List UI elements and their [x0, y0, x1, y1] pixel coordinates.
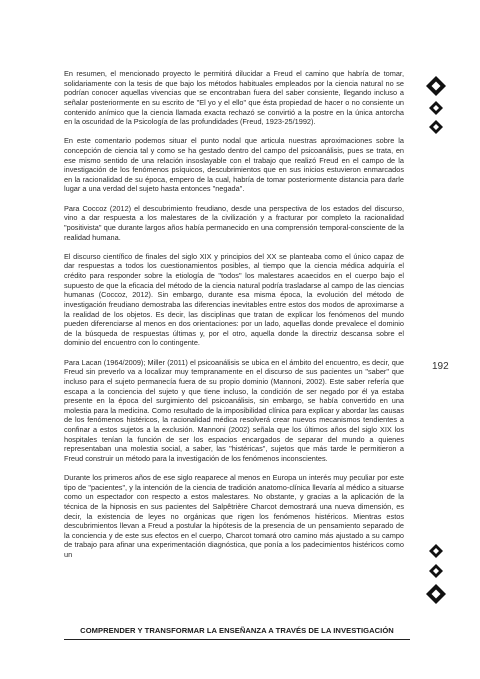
- page-number: 192: [432, 361, 449, 372]
- footer-divider: [64, 639, 410, 640]
- diamond-ornament-icon: [429, 101, 443, 115]
- paragraph-3: Para Coccoz (2012) el descubrimiento freudiano, desde una perspectiva de los estados del discurso, vino a dar respuesta a los malestares de la civilización y a fracturar por completo la racionalidad "positivista" que durante largos años había permanecido en una comprensión temporal-consciente de la realidad humana.: [64, 203, 404, 242]
- diamond-ornament-icon: [426, 584, 446, 604]
- paragraph-5: Para Lacan (1964/2009); Miller (2011) el psicoanálisis se ubica en el ámbito del encuentro, es decir, que Freud sin preverlo va a localizar muy tempranamente en el discurso de sus pacientes un "saber" que incluso para el sujeto permanecía fuera de su propio dominio (Mannoni, 2002). Este saber refería que escapa a la conciencia del sujeto y que tiene incluso, la condición de ser negado por él ya estaba presente en la época del surgimiento del psicoanálisis, sin embargo, se había convertido en una molestia para la medicina. Como resultado de la imposibilidad clínica para explicar y abordar las causas de los fenómenos histéricos, la racionalidad médica resolverá crear nuevos mecanismos tendientes a confinar a estos sujetos a la exclusión. Mannoni (2002) señala que los últimos años del siglo XIX los hospitales tenían la función de ser los espacios encargados de separar del mundo a quienes representaban una molestia social, a saber, las "histéricas", sujetos que más tarde le permitieron a Freud construir un método para la investigación de los fenómenos inconscientes.: [64, 357, 404, 463]
- diamond-ornament-icon: [426, 76, 446, 96]
- diamond-ornament-icon: [429, 564, 443, 578]
- paragraph-2: En este comentario podemos situar el punto nodal que articula nuestras aproximaciones sobre la concepción de ciencia tal y como se ha gestado dentro del campo del psicoanálisis, pues se trata, en ese mismo sentido de una relación insoslayable con el trabajo que realizó Freud en el campo de la investigación de los fenómenos psíquicos, descubrimientos que en sus inicios estuvieron enmarcados en la racionalidad de su época, empero de la cual, habría de tomar posteriormente distancia para darle lugar a una verdad del sujeto hasta entonces "negada".: [64, 136, 404, 194]
- ornament-stack-bottom: [426, 544, 446, 604]
- ornament-stack-top: [426, 76, 446, 134]
- diamond-ornament-icon: [429, 120, 443, 134]
- paragraph-6: Durante los primeros años de ese siglo reaparece al menos en Europa un interés muy peculiar por este tipo de "pacientes", y la intención de la ciencia de tradición anatomo-clínica llevaría al médico a situarse como un espectador con respecto a estos malestares. No obstante, y gracias a la aplicación de la técnica de la hipnosis en sus pacientes del Salpêtrière Charcot demostrará una nueva dimensión, es decir, la existencia de leyes no orgánicas que rigen los fenómenos histéricos. Mientras estos descubrimientos llevan a Freud a postular la hipótesis de la presencia de un pensamiento separado de la conciencia y de este sus efectos en el cuerpo, Charcot tomará otro camino más ajustado a su campo de trabajo para afinar una experimentación diagnóstica, que ponía a los padecimientos histéricos como un: [64, 473, 404, 560]
- paragraph-4: El discurso científico de finales del siglo XIX y principios del XX se planteaba como el único capaz de dar respuestas a todos los cuestionamientos posibles, al tiempo que la ciencia médica adquiría el crédito para responder sobre la etiología de "todos" los malestares acaecidos en el cuerpo bajo el supuesto de que la eficacia del método de la ciencia natural podría trasladarse al campo de las ciencias humanas (Coccoz, 2012). Sin embargo, durante esa misma época, la evolución del método de investigación freudiano demostraba las diferencias inevitables entre estos dos modos de aproximarse a la realidad de los objetos. Es decir, las disciplinas que tratan de explicar los fenómenos del mundo pueden diferenciarse al menos en dos orientaciones: por un lado, aquellas donde prevalece el dominio de la búsqueda de respuestas últimas y, por el otro, aquella donde la directriz descansa sobre el dominio del encuentro con lo contingente.: [64, 251, 404, 348]
- diamond-ornament-icon: [429, 544, 443, 558]
- body-text: [64, 69, 404, 569]
- footer-title: COMPRENDER Y TRANSFORMAR LA ENSEÑANZA A TRAVÉS DE LA INVESTIGACIÓN: [80, 626, 394, 635]
- paragraph-1: En resumen, el mencionado proyecto le permitirá dilucidar a Freud el camino que habría de tomar, solidariamente con la tesis de que bajo los métodos habituales empleados por la ciencia natural no se podrían conocer aquellas vivencias que se encontraban fuera del saber consiente, llegando incluso a señalar posteriormente en su escrito de "El yo y el ello" que ésta propiedad de hacer o no consiente un contenido anímico que la ciencia llamada exacta rechazó se convirtió a la postre en la única antorcha en la oscuridad de la Psicología de las profundidades (Freud, 1923-25/1992).: [64, 69, 404, 127]
